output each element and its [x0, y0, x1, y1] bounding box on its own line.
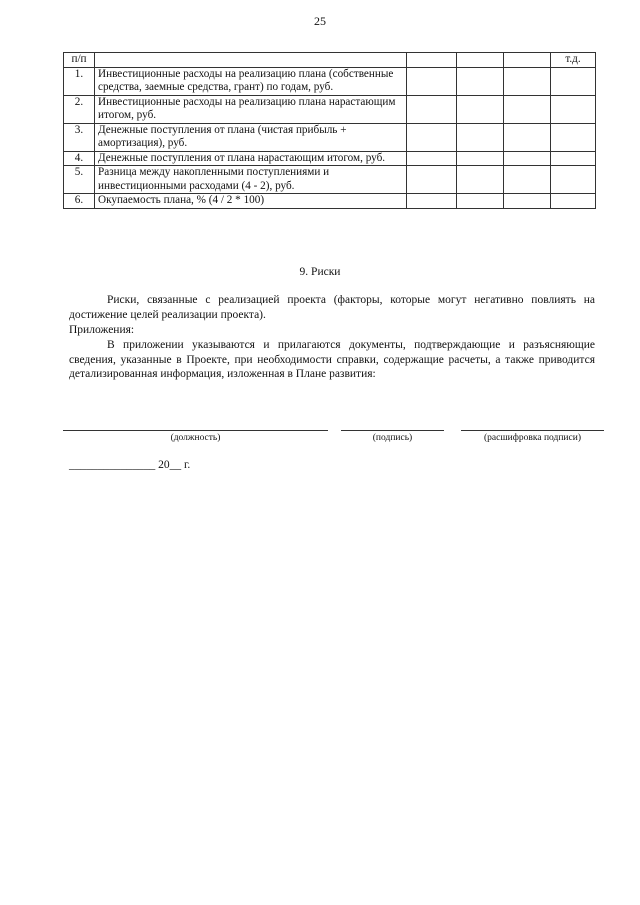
value-cell — [407, 95, 457, 123]
table-header-row — [64, 53, 596, 68]
table-row — [64, 67, 596, 95]
plan-table — [63, 52, 596, 209]
value-cell — [504, 67, 551, 95]
row-number: 3. — [64, 123, 95, 151]
value-cell — [407, 166, 457, 194]
header-col-cell — [504, 53, 551, 68]
value-cell — [504, 151, 551, 166]
value-cell — [457, 67, 504, 95]
row-description: Денежные поступления от плана (чистая прибыль + амортизация), руб. — [95, 123, 407, 151]
row-description: Денежные поступления от плана нарастающим итогом, руб. — [95, 151, 407, 166]
value-cell — [551, 151, 596, 166]
value-cell — [551, 166, 596, 194]
page-number: 25 — [314, 14, 326, 28]
appendix-heading: Приложения: — [69, 324, 135, 336]
row-number: 4. — [64, 151, 95, 166]
value-cell — [551, 95, 596, 123]
header-num-cell: п/п — [64, 53, 95, 68]
decoding-line — [461, 430, 604, 431]
row-number: 2. — [64, 95, 95, 123]
signature-line — [341, 430, 444, 431]
value-cell — [457, 123, 504, 151]
risks-paragraph: Риски, связанные с реализацией проекта (факторы, которые могут негативно повлиять на достижение целей реализации проекта). — [69, 294, 595, 321]
row-description: Разница между накопленными поступлениями и инвестиционными расходами (4 - 2), руб. — [95, 166, 407, 194]
signature-label: (подпись) — [372, 433, 413, 443]
header-col-cell — [457, 53, 504, 68]
value-cell — [551, 123, 596, 151]
value-cell — [504, 95, 551, 123]
value-cell — [457, 95, 504, 123]
value-cell — [457, 166, 504, 194]
header-col-cell — [407, 53, 457, 68]
row-description: Окупаемость плана, % (4 / 2 * 100) — [95, 194, 407, 209]
row-number: 1. — [64, 67, 95, 95]
table-row — [64, 123, 596, 151]
header-desc-cell — [95, 53, 407, 68]
date-line: _______________ 20__ г. — [69, 459, 191, 471]
value-cell — [407, 123, 457, 151]
header-last-cell: т.д. — [551, 53, 596, 68]
value-cell — [457, 194, 504, 209]
table-row — [64, 151, 596, 166]
value-cell — [407, 151, 457, 166]
value-cell — [504, 166, 551, 194]
value-cell — [457, 151, 504, 166]
table-row — [64, 95, 596, 123]
value-cell — [407, 67, 457, 95]
position-line — [63, 430, 328, 431]
row-description: Инвестиционные расходы на реализацию плана нарастающим итогом, руб. — [95, 95, 407, 123]
section-title: 9. Риски — [299, 266, 341, 278]
value-cell — [551, 194, 596, 209]
value-cell — [504, 194, 551, 209]
decoding-label: (расшифровка подписи) — [484, 433, 581, 443]
table-row — [64, 194, 596, 209]
value-cell — [504, 123, 551, 151]
table-row — [64, 166, 596, 194]
row-number: 5. — [64, 166, 95, 194]
row-description: Инвестиционные расходы на реализацию плана (собственные средства, заемные средства, грант) по годам, руб. — [95, 67, 407, 95]
appendix-paragraph: В приложении указываются и прилагаются документы, подтверждающие и разъясняющие сведения, указанные в Проекте, при необходимости справки, содержащие расчеты, а также приводится детализированная информация, изложенная в Плане развития: — [69, 339, 595, 380]
position-label: (должность) — [170, 433, 221, 443]
row-number: 6. — [64, 194, 95, 209]
value-cell — [551, 67, 596, 95]
value-cell — [407, 194, 457, 209]
